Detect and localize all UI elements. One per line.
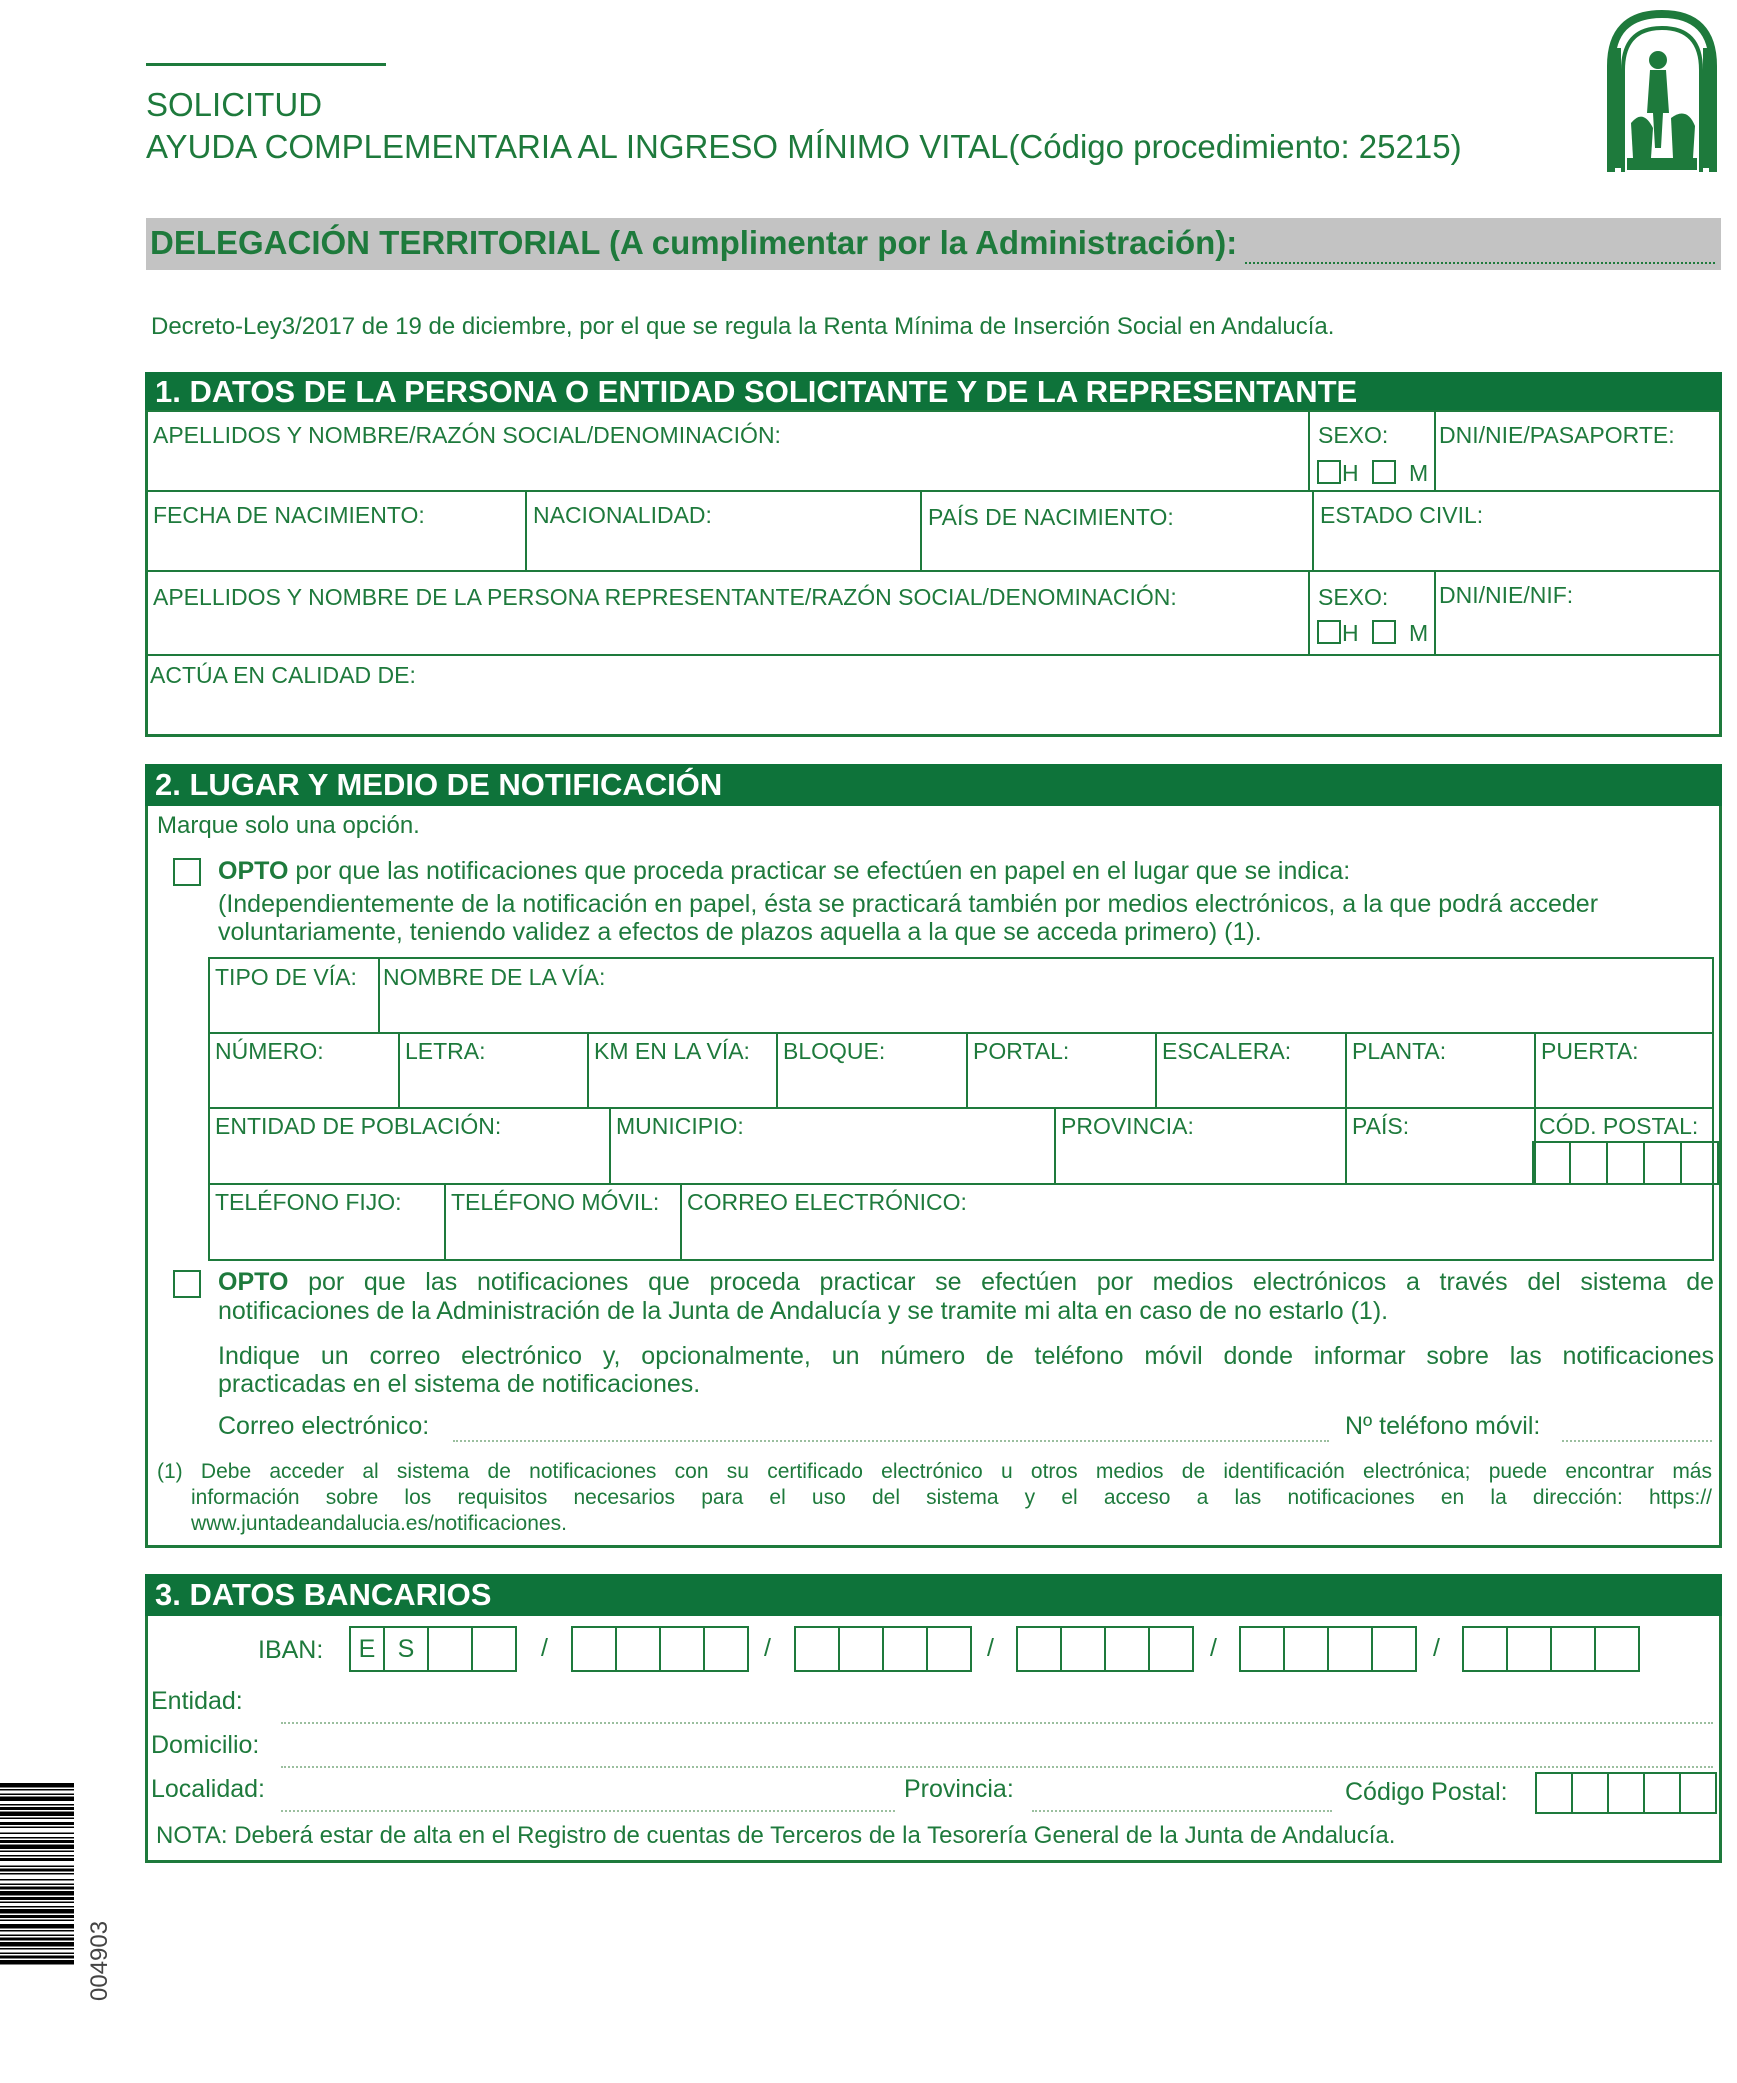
localidad-label: Localidad: — [151, 1775, 265, 1803]
planta-field[interactable] — [1345, 1032, 1536, 1109]
movil-notif-input[interactable] — [1562, 1440, 1712, 1442]
portal-label: PORTAL: — [973, 1038, 1070, 1064]
municipio-field[interactable] — [609, 1107, 1056, 1185]
nacionalidad-field[interactable] — [525, 490, 922, 572]
provincia-bank-input[interactable] — [1032, 1810, 1332, 1812]
opt-papel-description: por que las notificaciones que proceda practicar se efectúen en papel en el lugar que se indica: — [288, 857, 1351, 885]
sexo-field — [1308, 410, 1436, 492]
localidad-input[interactable] — [281, 1810, 895, 1812]
iban-group-5[interactable] — [1239, 1626, 1417, 1672]
cod-postal-boxes[interactable] — [1534, 1141, 1719, 1185]
letra-field[interactable] — [398, 1032, 589, 1109]
section-3 — [145, 1574, 1722, 1863]
cod-postal-field — [1534, 1107, 1714, 1185]
iban-group-4[interactable] — [1016, 1626, 1194, 1672]
bloque-label: BLOQUE: — [783, 1038, 886, 1064]
section-2-title: 2. LUGAR Y MEDIO DE NOTIFICACIÓN — [155, 767, 723, 802]
representante-nombre-label: APELLIDOS Y NOMBRE DE LA PERSONA REPRESENTANTE/RAZÓN SOCIAL/DENOMINACIÓN: — [153, 584, 1177, 610]
iban-sep-3: / — [987, 1634, 994, 1662]
opt-electronica-checkbox[interactable] — [173, 1270, 201, 1298]
iban-sep-2: / — [764, 1634, 771, 1662]
entidad-poblacion-field[interactable] — [208, 1107, 611, 1185]
escalera-label: ESCALERA: — [1162, 1038, 1292, 1064]
barcode-number: 004903 — [86, 1920, 113, 2001]
correo-notif-input[interactable] — [453, 1440, 1329, 1442]
iban-s: S — [383, 1626, 429, 1672]
sexo-h-label: H — [1342, 460, 1359, 486]
nombre-label: APELLIDOS Y NOMBRE/RAZÓN SOCIAL/DENOMINACIÓN: — [153, 422, 781, 448]
km-via-field[interactable] — [587, 1032, 778, 1109]
representante-sexo-m-label: M — [1409, 620, 1429, 646]
codigo-postal-label: Código Postal: — [1345, 1778, 1508, 1806]
representante-sexo-h-label: H — [1342, 620, 1359, 646]
iban-group-2[interactable] — [571, 1626, 749, 1672]
section-2-header — [145, 764, 1722, 806]
entidad-input[interactable] — [281, 1722, 1713, 1724]
estado-civil-field[interactable] — [1312, 490, 1722, 572]
header-rule — [146, 63, 386, 66]
opt-electronica-text — [218, 1268, 1714, 1297]
section-3-header — [145, 1574, 1722, 1616]
representante-sexo-label: SEXO: — [1318, 584, 1389, 610]
calidad-label: ACTÚA EN CALIDAD DE: — [150, 662, 416, 688]
representante-sexo-h-checkbox[interactable] — [1317, 620, 1341, 644]
section-1-title: 1. DATOS DE LA PERSONA O ENTIDAD SOLICITANTE Y DE LA REPRESENTANTE — [155, 374, 1358, 409]
iban-sep-5: / — [1433, 1634, 1440, 1662]
delegacion-label: DELEGACIÓN TERRITORIAL (A cumplimentar por la Administración): — [150, 224, 1238, 261]
bloque-field[interactable] — [776, 1032, 968, 1109]
section-1-header — [145, 372, 1722, 412]
footnote-line3: www.juntadeandalucia.es/notificaciones. — [191, 1512, 567, 1535]
opt-papel-note-1: (Independientemente de la notificación en papel, ésta se practicará también por medios electrónicos, a la que podrá acceder — [218, 890, 1599, 918]
iban-group-6[interactable] — [1462, 1626, 1640, 1672]
delegacion-field[interactable] — [1245, 262, 1715, 264]
puerta-field[interactable] — [1534, 1032, 1714, 1109]
provincia-bank-label: Provincia: — [904, 1775, 1014, 1803]
km-via-label: KM EN LA VÍA: — [594, 1038, 750, 1064]
representante-dni-label: DNI/NIE/NIF: — [1439, 582, 1574, 608]
representante-dni-field[interactable] — [1434, 570, 1722, 656]
sexo-m-checkbox[interactable] — [1372, 460, 1396, 484]
iban-e: E — [349, 1626, 385, 1672]
dni-label: DNI/NIE/PASAPORTE: — [1439, 422, 1675, 448]
pais-nacimiento-label: PAÍS DE NACIMIENTO: — [928, 504, 1174, 530]
letra-label: LETRA: — [405, 1038, 486, 1064]
cod-postal-label: CÓD. POSTAL: — [1539, 1113, 1699, 1139]
nombre-via-field[interactable] — [378, 957, 1714, 1034]
marque-text: Marque solo una opción. — [157, 812, 420, 839]
opt-electronica-line2: notificaciones de la Administración de la Junta de Andalucía y se tramite mi alta en caso de no estarlo (1). — [218, 1297, 1389, 1325]
decreto-text: Decreto-Ley3/2017 de 19 de diciembre, por el que se regula la Renta Mínima de Inserción Social en Andalucía. — [151, 313, 1335, 340]
section-3-title: 3. DATOS BANCARIOS — [155, 1577, 492, 1612]
telefono-movil-label: TELÉFONO MÓVIL: — [451, 1189, 660, 1215]
numero-field[interactable] — [208, 1032, 400, 1109]
fecha-nacimiento-field[interactable] — [145, 490, 527, 572]
sexo-m-label: M — [1409, 460, 1429, 486]
entidad-poblacion-label: ENTIDAD DE POBLACIÓN: — [215, 1113, 502, 1139]
iban-sep-4: / — [1210, 1634, 1217, 1662]
sexo-h-checkbox[interactable] — [1317, 460, 1341, 484]
nota-text: NOTA: Deberá estar de alta en el Registro de cuentas de Terceros de la Tesorería General de la Junta de Andalucía. — [156, 1822, 1396, 1849]
iban-sep-1: / — [541, 1634, 548, 1662]
footnote-line1: (1) Debe acceder al sistema de notificaciones con su certificado electrónico u otros medios de identificación electrónica; puede encontrar más — [157, 1460, 1712, 1483]
indique-line1: Indique un correo electrónico y, opcionalmente, un número de teléfono móvil donde informar sobre las notificaciones — [218, 1342, 1714, 1370]
nacionalidad-label: NACIONALIDAD: — [533, 502, 712, 528]
tipo-via-label: TIPO DE VÍA: — [215, 964, 357, 990]
indique-line2: practicadas en el sistema de notificaciones. — [218, 1370, 701, 1398]
escalera-field[interactable] — [1155, 1032, 1347, 1109]
telefono-fijo-label: TELÉFONO FIJO: — [215, 1189, 402, 1215]
opt-electronica-line1: por que las notificaciones que proceda practicar se efectúen por medios electrónicos a través del sistema de — [288, 1268, 1714, 1296]
movil-notif-label: Nº teléfono móvil: — [1345, 1412, 1541, 1440]
tipo-via-field[interactable] — [208, 957, 380, 1034]
correo-electronico-field[interactable] — [680, 1183, 1714, 1261]
puerta-label: PUERTA: — [1541, 1038, 1639, 1064]
entidad-label: Entidad: — [151, 1687, 243, 1715]
fecha-nacimiento-label: FECHA DE NACIMIENTO: — [153, 502, 425, 528]
form-title: SOLICITUD — [146, 86, 323, 123]
codigo-postal-boxes[interactable] — [1535, 1772, 1717, 1814]
junta-andalucia-logo — [1603, 8, 1721, 173]
numero-label: NÚMERO: — [215, 1038, 324, 1064]
dni-field[interactable] — [1434, 410, 1722, 492]
opt-papel-checkbox[interactable] — [173, 858, 201, 886]
correo-notif-label: Correo electrónico: — [218, 1412, 430, 1440]
provincia-label: PROVINCIA: — [1061, 1113, 1194, 1139]
barcode-number-wrap — [82, 1885, 122, 2005]
pais-nacimiento-field[interactable] — [920, 490, 1314, 572]
domicilio-label: Domicilio: — [151, 1731, 260, 1759]
planta-label: PLANTA: — [1352, 1038, 1447, 1064]
opt-papel-note-2: voluntariamente, teniendo validez a efectos de plazos aquella a la que se acceda primero) (1). — [218, 918, 1262, 946]
opto-label-2: OPTO — [218, 1268, 289, 1296]
footnote-line2: información sobre los requisitos necesarios para el uso del sistema y el acceso a las notificaciones en la dirección: https:// — [191, 1486, 1712, 1509]
telefono-movil-field[interactable] — [444, 1183, 682, 1261]
telefono-fijo-field[interactable] — [208, 1183, 446, 1261]
domicilio-input[interactable] — [281, 1766, 1713, 1768]
pais-field[interactable] — [1345, 1107, 1536, 1185]
calidad-field[interactable] — [150, 662, 416, 689]
iban-group-1[interactable] — [349, 1626, 517, 1672]
correo-electronico-label: CORREO ELECTRÓNICO: — [687, 1189, 967, 1215]
representante-sexo-m-checkbox[interactable] — [1372, 620, 1396, 644]
iban-group-3[interactable] — [794, 1626, 972, 1672]
nombre-field[interactable] — [145, 410, 1310, 492]
nombre-via-label: NOMBRE DE LA VÍA: — [383, 964, 606, 990]
sexo-label: SEXO: — [1318, 422, 1389, 448]
estado-civil-label: ESTADO CIVIL: — [1320, 502, 1484, 528]
opto-label: OPTO — [218, 857, 289, 885]
municipio-label: MUNICIPIO: — [616, 1113, 744, 1139]
provincia-field[interactable] — [1054, 1107, 1347, 1185]
opt-papel-text — [218, 857, 1350, 886]
form-subtitle: AYUDA COMPLEMENTARIA AL INGRESO MÍNIMO VITAL(Código procedimiento: 25215) — [146, 128, 1462, 165]
barcode-icon — [0, 1783, 74, 2078]
representante-nombre-field[interactable] — [145, 570, 1310, 656]
iban-label: IBAN: — [258, 1636, 324, 1664]
pais-label: PAÍS: — [1352, 1113, 1410, 1139]
representante-sexo-field — [1308, 570, 1436, 656]
portal-field[interactable] — [966, 1032, 1157, 1109]
